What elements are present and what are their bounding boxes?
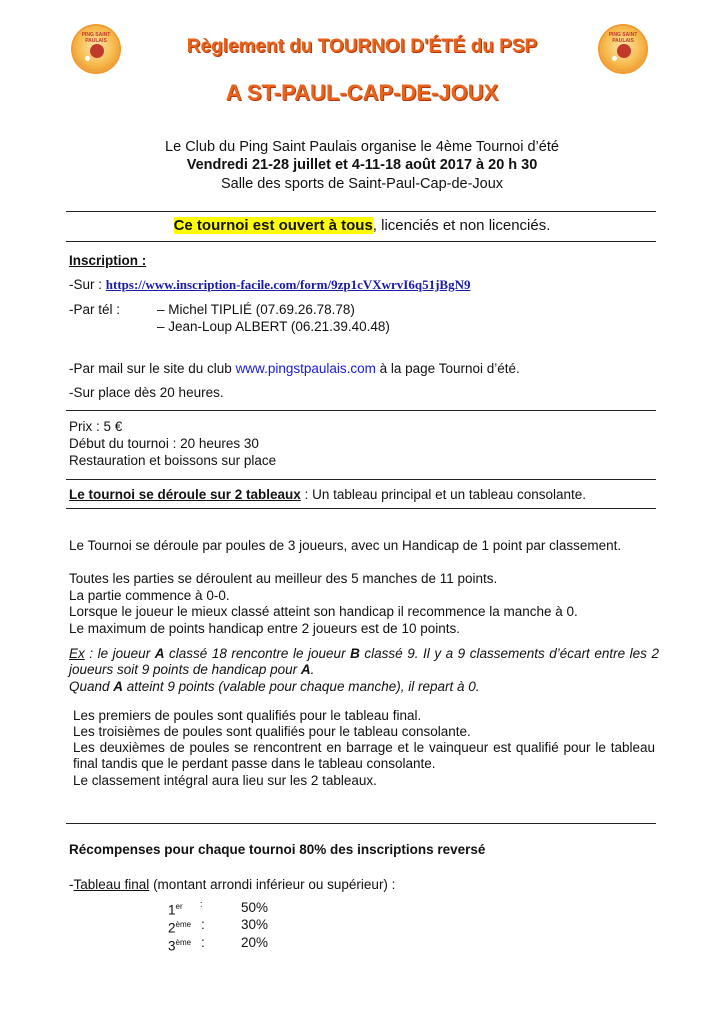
player-a: A [113, 679, 124, 694]
pct-1: 50% [241, 900, 269, 915]
inscription-heading: Inscription : [69, 253, 147, 268]
open-highlight: Ce tournoi est ouvert à tous [173, 217, 373, 234]
tel-contact-2: – Jean-Loup ALBERT (06.21.39.40.48) [157, 319, 390, 334]
rank-number: 1 [168, 902, 176, 918]
final-label: Tableau final [73, 877, 150, 892]
example-label: Ex [69, 646, 85, 661]
rank-suffix: ème [175, 920, 192, 929]
inscription-mail [69, 361, 520, 377]
player-a: A [154, 646, 165, 661]
sur-label: -Sur : [69, 277, 106, 292]
example-text: Quand [69, 679, 114, 694]
rank-suffix: ème [175, 938, 192, 947]
rank-colon: : [200, 899, 203, 909]
example-text: . [310, 662, 315, 677]
open-statement [0, 217, 724, 234]
page-title: Règlement du TOURNOI D'ÉTÉ du PSP [186, 36, 538, 57]
intro-venue: Salle des sports de Saint-Paul-Cap-de-Joux [220, 176, 504, 192]
tel-contact-1: – Michel TIPLIÉ (07.69.26.78.78) [157, 302, 355, 317]
qualif-troisiemes: Les troisièmes de poules sont qualifiés pour le tableau consolante. [73, 724, 471, 739]
player-b: B [350, 646, 360, 661]
tableau-final-line [69, 877, 395, 893]
example-text: : le joueur [84, 646, 155, 661]
page-subtitle: A ST-PAUL-CAP-DE-JOUX [225, 80, 499, 105]
rule-handicap: Lorsque le joueur le mieux classé atteint son handicap il recommence la manche à 0. [69, 604, 578, 619]
divider [66, 211, 656, 212]
tel-label: -Par tél : [69, 302, 121, 317]
qualif-deuxiemes: Les deuxièmes de poules se rencontrent en barrage et le vainqueur est qualifié pour le tableau final tandis que le perdant passe dans le tableau consolante. [73, 740, 655, 771]
logo-text: PING SAINT PAULAIS [81, 32, 111, 44]
intro-dates: Vendredi 21-28 juillet et 4-11-18 août 2017 à 20 h 30 [186, 157, 538, 173]
rank-number: 3 [168, 938, 176, 954]
rank-number: 2 [168, 920, 176, 936]
rank-1 [168, 899, 183, 919]
example-text: classé 9. Il y a 9 classements d’écart entre les 2 joueurs soit 9 points de handicap pour [69, 646, 659, 677]
divider [66, 410, 656, 411]
rank-2 [168, 917, 191, 937]
mail-suffix: à la page Tournoi d’été. [375, 361, 520, 376]
divider [66, 241, 656, 242]
tableaux-info [69, 487, 586, 503]
tableaux-rest: : Un tableau principal et un tableau consolante. [300, 487, 587, 502]
inscription-link[interactable]: https://www.inscription-facile.com/form/9zp1cVXwrvI6q51jBgN9 [105, 277, 471, 292]
example-text: atteint 9 points (valable pour chaque manche), il repart à 0. [123, 679, 480, 694]
rule-poules: Le Tournoi se déroule par poules de 3 joueurs, avec un Handicap de 1 point par classement. [69, 538, 622, 553]
rule-max-handicap: Le maximum de points handicap entre 2 joueurs est de 10 points. [69, 621, 460, 636]
tableaux-bold: Le tournoi se déroule sur 2 tableaux [69, 487, 301, 502]
qualif-classement: Le classement intégral aura lieu sur les 2 tableaux. [73, 773, 377, 788]
rule-manches: Toutes les parties se déroulent au meilleur des 5 manches de 11 points. [69, 571, 498, 586]
final-note: (montant arrondi inférieur ou supérieur) : [149, 877, 396, 892]
start-time: Début du tournoi : 20 heures 30 [69, 436, 259, 451]
inscription-onsite: -Sur place dès 20 heures. [69, 385, 224, 400]
intro-line-1: Le Club du Ping Saint Paulais organise le 4ème Tournoi d’été [165, 139, 559, 155]
pct-3: 20% [241, 935, 269, 950]
final-prefix: - [69, 877, 74, 892]
mail-prefix: -Par mail sur le site du club [69, 361, 236, 376]
rule-start: La partie commence à 0-0. [69, 588, 230, 603]
example-line-2 [69, 679, 480, 695]
rewards-heading: Récompenses pour chaque tournoi 80% des inscriptions reversé [69, 842, 486, 857]
rank-suffix: er [175, 902, 183, 911]
qualif-premiers: Les premiers de poules sont qualifiés pour le tableau final. [73, 708, 422, 723]
rank-colon: : [201, 917, 205, 932]
divider [66, 479, 656, 480]
club-website-link[interactable]: www.pingstpaulais.com [235, 361, 376, 376]
rank-3 [168, 935, 191, 955]
pct-2: 30% [241, 917, 269, 932]
open-rest: , licenciés et non licenciés. [372, 217, 551, 234]
example [69, 646, 659, 678]
player-a: A [300, 662, 311, 677]
rank-colon: : [201, 935, 205, 950]
catering: Restauration et boissons sur place [69, 453, 277, 468]
example-text: classé 18 rencontre le joueur [164, 646, 351, 661]
inscription-online [69, 277, 470, 293]
divider [66, 823, 656, 824]
price: Prix : 5 € [69, 419, 123, 434]
logo-text: PING SAINT PAULAIS [608, 32, 638, 44]
divider [66, 508, 656, 509]
